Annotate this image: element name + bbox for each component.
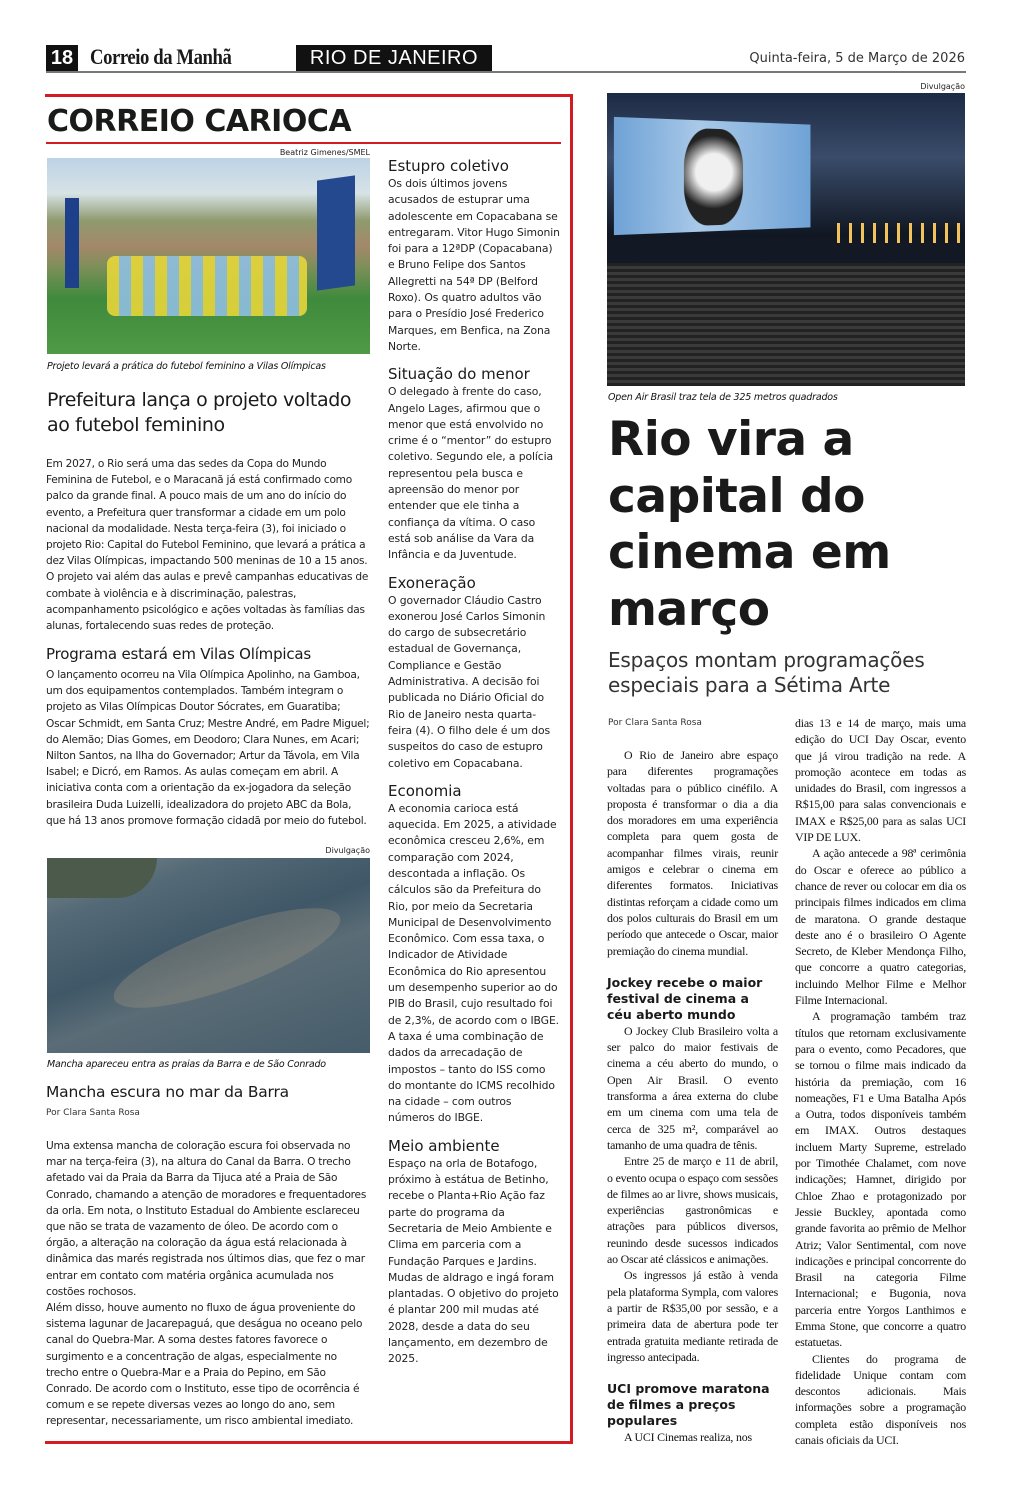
city-lights: [837, 223, 965, 243]
main-subtitle: Espaços montam programações especiais para a Sétima Arte: [608, 648, 925, 697]
banner-flag: [317, 175, 355, 290]
stain: [104, 889, 350, 1027]
paragraph: O Rio de Janeiro abre espaço para diferentes programações voltadas para o público cinéfilo. A proposta é transformar o dia a dia dos moradores em uma experiência completa para quem gosta de acompanhar filmes virais, reunir amigos e celebrar o cinema em diferentes formatos. Iniciativas distintas reforçam a cidade como um dos polos culturais do Brasil em um período que antecede o Oscar, maior premiação do cinema mundial.: [607, 748, 778, 958]
brief-title: Estupro coletivo: [388, 157, 509, 175]
header-divider: [46, 71, 966, 73]
football-team-photo: [47, 158, 370, 354]
paragraph: Entre 25 de março e 11 de abril, o evento ocupa o espaço com sessões de filmes ao ar livre, shows musicais, experiências gastronômicas e atrações para públicos diversos, reunindo desde sucessos indicados ao Oscar até clássicos e animações.: [607, 1154, 778, 1267]
brief-title: Situação do menor: [388, 365, 530, 384]
banner-flag: [65, 198, 79, 288]
column-title-underline: [46, 142, 561, 144]
paragraph: A ação antecede a 98ª cerimônia do Oscar e oferece ao público a chance de rever ou colocar em dia os principais filmes indicados em clima de maratona. O grande destaque deste ano é o brasileiro O Agente Secreto, de Kleber Mendonça Filho, que concorre a quatro categorias, incluindo Melhor Filme e Melhor Filme Internacional.: [795, 846, 966, 1008]
players-group: [107, 256, 307, 316]
brief-body: Espaço na orla de Botafogo, próximo à estátua de Betinho, recebe o Planta+Rio Ação faz parte do programa da Secretaria de Meio Ambiente e Clima em parceria com a Fundação Parques e Jardins. Mudas de aldrago e ingá foram plantadas. O objetivo do projeto é plantar 200 mil mudas até 2028, desde a data do seu lançamento, em dezembro de 2025.: [388, 1156, 559, 1366]
brief-body: Os dois últimos jovens acusados de estuprar uma adolescente em Copacabana se entregaram. Vitor Hugo Simonin foi para a 12ªDP (Copacabana) e Bruno Felipe dos Santos Allegretti na 54ª DP (Belford Roxo). Os quatro adultos vão para o Presídio José Frederico Marques, em Benfica, na Zona Norte.: [388, 177, 560, 353]
dark-sea-stain-photo: [47, 858, 370, 1053]
photo-caption: Mancha apareceu entra as praias da Barra e de São Conrado: [47, 1059, 326, 1070]
paragraph: Os ingressos já estão à venda pela plataforma Sympla, com valores a partir de R$35,00 por sessão, e a primeira data de abertura pode ter entrada gratuita mediante retirada de ingresso antecipada.: [607, 1268, 778, 1364]
article-subhead: Programa estará em Vilas Olímpicas: [46, 645, 312, 663]
audience-seats: [607, 263, 965, 386]
brief-body: A economia carioca está aquecida. Em 2025, a atividade econômica cresceu 2,6%, em comparação com 2024, descontada a inflação. Os cálculos são da Prefeitura do Rio, por meio da Secretaria Municipal de Desenvolvimento Econômico. Com essa taxa, o Indicador de Atividade Econômica do Rio apresentou um desempenho superior ao do PIB do Brasil, cujo resultado foi de 2,3%, de acordo com o IBGE. A taxa é uma combinação de dados da arrecadação de impostos – tanto do ISS como do montante do ICMS recolhido na cidade – com outros números do IBGE.: [388, 801, 559, 1125]
byline: Por Clara Santa Rosa: [46, 1108, 140, 1118]
article-body: Além disso, houve aumento no fluxo de água proveniente do sistema lagunar de Jacarepaguá, que deságua no oceano pelo canal do Quebra-Mar. A soma destes fatores favorece o surgimento e a concentração de algas, especialmente no trecho entre o Quebra-Mar e a Praia do Pepino, em São Conrado. De acordo com o Instituto, esse tipo de ocorrência é comum e se repete diversas vezes ao longo do ano, sem representar, necessariamente, um risco ambiental imediato.: [46, 1302, 363, 1428]
main-headline: Rio vira a capital do cinema em março: [608, 412, 891, 637]
article-subhead: Jockey recebe o maior festival de cinema a céu aberto mundo: [607, 974, 763, 1022]
brief-body: O delegado à frente do caso, Angelo Lages, afirmou que o menor que está envolvido no crime é o “mentor” do estupro coletivo. Segundo ele, a polícia representou pela busca e apreensão do menor por entender que ele tinha a confiança da vítima. O caso está sob análise da Vara da Infância e da Juventude.: [388, 385, 554, 562]
section-label: RIO DE JANEIRO: [296, 45, 492, 71]
article-column-1: [607, 747, 778, 1445]
paragraph: O Jockey Club Brasileiro volta a ser palco do maior festivais de cinema a céu aberto do mundo, o Open Air Brasil. O evento transforma a área externa do clube em um cinema com uma tela de cerca de 325 m², comparável ao tamanho de uma quadra de tênis.: [607, 1023, 778, 1152]
open-air-cinema-photo: [607, 93, 965, 386]
article-body: Em 2027, o Rio será uma das sedes da Copa do Mundo Feminina de Futebol, e o Maracanã já está confirmado como palco da grande final. A pouco mais de um ano do início do evento, a Prefeitura quer transformar a cidade em um polo nacional da modalidade. Nesta terça-feira (3), foi iniciado o projeto Rio: Capital do Futebol Feminino, que levará a prática a dez Vilas Olímpicas, impactando 500 meninas de 10 a 15 anos. O projeto vai além das aulas e prevê campanhas educativas de combate à violência e à discriminação, palestras, acompanhamento psicológico e ações voltadas às famílias das alunas, fortalecendo suas redes de proteção.: [46, 458, 369, 633]
page-number: 18: [46, 45, 78, 71]
brief-title: Meio ambiente: [388, 1136, 500, 1155]
masthead-logo: Correio da Manhã: [90, 44, 232, 69]
column-title: CORREIO CARIOCA: [47, 104, 352, 139]
article-subhead: UCI promove maratona de filmes a preços populares: [607, 1381, 770, 1429]
photo-credit: Divulgação: [325, 846, 370, 855]
article-body: Uma extensa mancha de coloração escura foi observada no mar na terça-feira (3), na altura do Canal da Barra. O trecho afetado vai da Praia da Barra da Tijuca até a Praia de São Conrado, chamando a atenção de moradores e frequentadores da orla. Em nota, o Instituto Estadual do Ambiente esclareceu que não se trata de vazamento de óleo. De acordo com o órgão, a alteração na coloração da água está relacionada à dinâmica das marés registrada nos últimos dias, que fez o mar entrar em contato com matéria orgânica acumulada nos costões rochosos.: [46, 1140, 367, 1298]
issue-date: Quinta-feira, 5 de Março de 2026: [749, 51, 965, 66]
article-title: Mancha escura no mar da Barra: [46, 1083, 289, 1101]
cinema-screen: [614, 117, 811, 235]
brief-title: Economia: [388, 781, 462, 800]
article-body: O lançamento ocorreu na Vila Olímpica Apolinho, na Gamboa, um dos equipamentos contemplados. Também integram o projeto as Vilas Olímpicas Doutor Sócrates, em Guaratiba; Oscar Schmidt, em Santa Cruz; Mestre André, em Padre Miguel; do Alemão; Dias Gomes, em Deodoro; Clara Nunes, em Acari; Nilton Santos, na Ilha do Governador; Artur da Távola, em Vila Isabel; e Dicró, em Ramos. As aulas começam em abril. A iniciativa conta com a orientação da ex-jogadora da seleção brasileira Duda Luizelli, idealizadora do projeto ABC da Bola, que há 13 anos promove formação cidadã por meio do futebol.: [46, 669, 370, 827]
photo-caption: Projeto levará a prática do futebol feminino a Vilas Olímpicas: [47, 361, 326, 372]
photo-credit: Divulgação: [920, 82, 965, 91]
news-briefs: [388, 147, 560, 1368]
article-column-2: [795, 715, 966, 1448]
brief-title: Exoneração: [388, 573, 476, 592]
photo-credit: Beatriz Gimenes/SMEL: [279, 148, 370, 157]
photo-caption: Open Air Brasil traz tela de 325 metros quadrados: [608, 392, 838, 403]
article-title: Prefeitura lança o projeto voltado ao futebol feminino: [47, 389, 352, 436]
painted-face: [684, 128, 743, 226]
paragraph: dias 13 e 14 de março, mais uma edição do UCI Day Oscar, evento que já virou tradição na rede. A promoção acontece em todas as unidades do Brasil, com ingressos a R$15,00 para salas convencionais e IMAX e R$25,00 para as salas UCI VIP DE LUX.: [795, 716, 966, 845]
byline: Por Clara Santa Rosa: [608, 718, 702, 728]
paragraph: Clientes do programa de fidelidade Unique contam com descontos adicionais. Mais informações sobre a programação completa estão disponíveis nos canais oficiais da UCI.: [795, 1351, 966, 1448]
paragraph: A programação também traz títulos que retornam exclusivamente para o evento, como Pecadores, que se tornou o filme mais indicado da história da premiação, com 16 nomeações, F1 e Uma Batalha Após a Outra, todos disponíveis também em IMAX. Outros destaques incluem Marty Supreme, estrelado por Timothée Chalamet, com nove indicações; Hamnet, dirigido por Chloe Zhao e protagonizado por Jessie Buckley, apontada como grande favorita ao prêmio de Melhor Atriz; Valor Sentimental, com nove indicações e principal concorrente do Brasil na categoria Filme Internacional; e Bugonia, nova parceria entre Yorgos Lanthimos e Emma Stone, que concorre a quatro estatuetas.: [795, 1009, 966, 1350]
brief-body: O governador Cláudio Castro exonerou José Carlos Simonin do cargo de subsecretário estadual de Governança, Compliance e Gestão Administrativa. A decisão foi publicada no Diário Oficial do Rio de Janeiro nesta quarta-feira (4). O filho dele é um dos suspeitos do caso de estupro coletivo em Copacabana.: [388, 593, 551, 770]
paragraph: A UCI Cinemas realiza, nos: [624, 1430, 752, 1445]
coastline: [47, 858, 157, 898]
